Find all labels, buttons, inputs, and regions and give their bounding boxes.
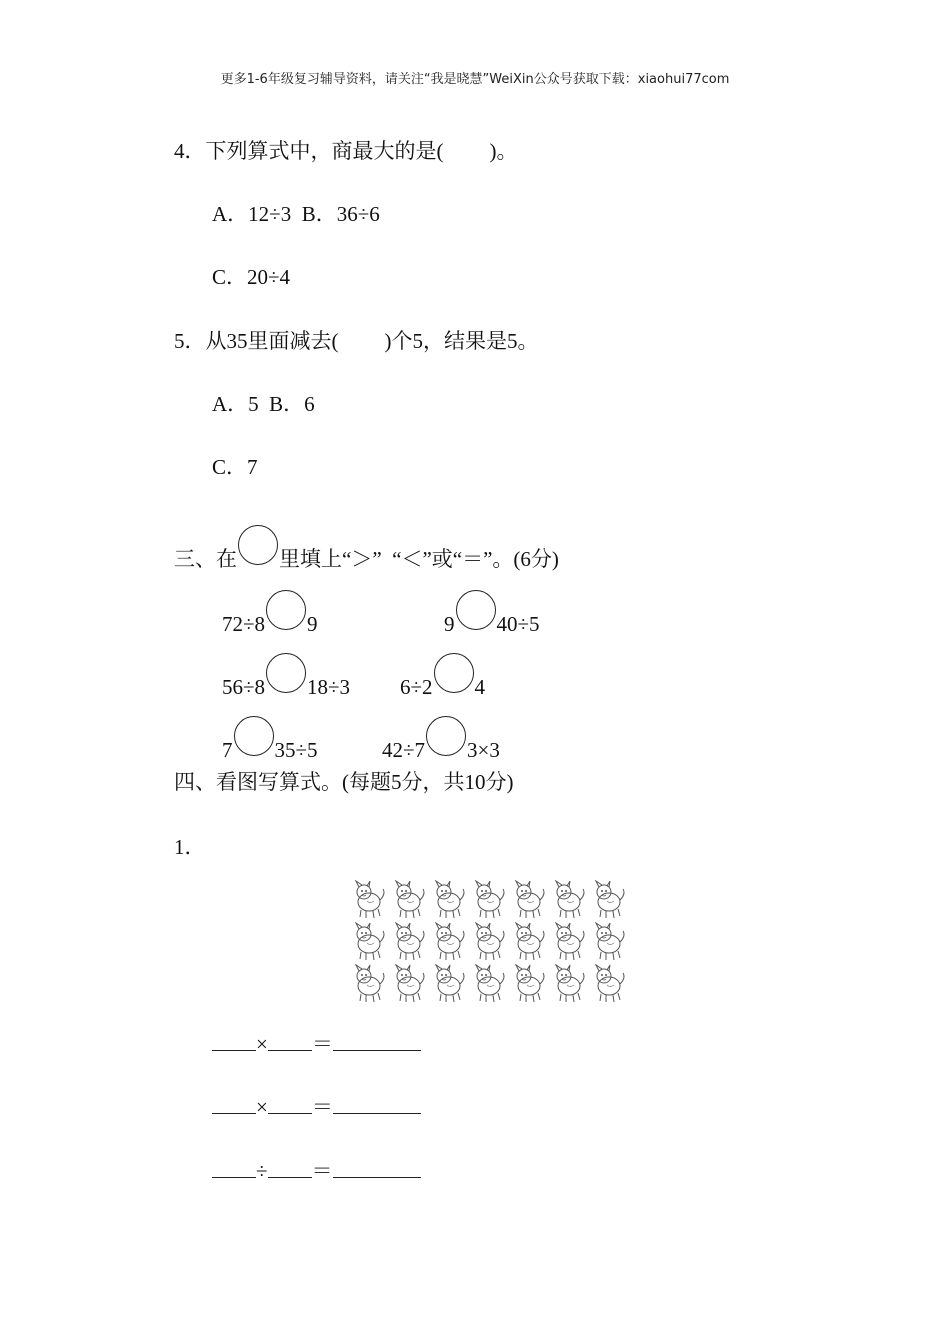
- compare-right: 35÷5: [274, 738, 318, 762]
- q5-stem-post: )个5，结果是5。: [384, 329, 539, 353]
- compare-item: [222, 590, 318, 637]
- section3-title-pre: 三、在: [174, 547, 237, 571]
- cartoon-animal-icon: [592, 922, 628, 962]
- answer-blank[interactable]: [268, 1032, 312, 1051]
- compare-right: 3×3: [467, 738, 500, 762]
- cartoon-animal-icon: [352, 922, 388, 962]
- answer-blank[interactable]: [333, 1095, 421, 1114]
- compare-left: 9: [444, 612, 455, 636]
- cartoon-animal-icon: [472, 880, 508, 920]
- cartoon-animal-icon: [472, 964, 508, 1004]
- q5-options-ab: A．5 B．6: [212, 392, 315, 416]
- cartoon-animal-icon: [512, 922, 548, 962]
- section4-title: 四、看图写算式。(每题5分，共10分): [174, 770, 514, 794]
- cartoon-animal-icon: [432, 922, 468, 962]
- page-header-notice: 更多1-6年级复习辅导资料，请关注“我是晓慧”WeiXin公众号获取下载：xiaohui77com: [220, 72, 730, 87]
- equation-row: [212, 1094, 421, 1120]
- answer-circle[interactable]: [456, 590, 496, 630]
- compare-left: 7: [222, 738, 233, 762]
- q4-option-c: C．20÷4: [212, 265, 291, 289]
- compare-left: 42÷7: [382, 738, 426, 762]
- compare-left: 56÷8: [222, 675, 266, 699]
- answer-circle[interactable]: [266, 590, 306, 630]
- cartoon-animal-icon: [392, 922, 428, 962]
- compare-left: 72÷8: [222, 612, 266, 636]
- section3-title-post: 里填上“＞” “＜”或“＝”。(6分): [279, 547, 559, 571]
- equation-operator: ×: [256, 1032, 268, 1056]
- cartoon-animal-icon: [352, 964, 388, 1004]
- q4-stem-post: )。: [489, 139, 518, 163]
- cartoon-animal-icon: [552, 922, 588, 962]
- compare-item: [444, 590, 540, 637]
- answer-blank[interactable]: [212, 1159, 256, 1178]
- animal-picture-grid: [352, 880, 630, 1006]
- equation-row: [212, 1031, 421, 1057]
- section3-title: [174, 525, 559, 572]
- equation-operator: ÷: [256, 1159, 268, 1183]
- equation-equals: ＝: [311, 1095, 333, 1119]
- compare-item: [382, 716, 500, 763]
- q5-option-c: C．7: [212, 455, 258, 479]
- cartoon-animal-icon: [552, 880, 588, 920]
- answer-blank[interactable]: [212, 1032, 256, 1051]
- cartoon-animal-icon: [432, 964, 468, 1004]
- section4-q1-label: 1．: [174, 835, 206, 859]
- answer-blank[interactable]: [333, 1159, 421, 1178]
- answer-circle[interactable]: [238, 525, 278, 565]
- cartoon-animal-icon: [592, 964, 628, 1004]
- answer-blank[interactable]: [268, 1095, 312, 1114]
- compare-item: [222, 653, 350, 700]
- answer-blank[interactable]: [212, 1095, 256, 1114]
- equation-equals: ＝: [311, 1032, 333, 1056]
- cartoon-animal-icon: [592, 880, 628, 920]
- cartoon-animal-icon: [512, 964, 548, 1004]
- compare-right: 4: [474, 675, 486, 699]
- q5-stem: [174, 328, 539, 354]
- cartoon-animal-icon: [552, 964, 588, 1004]
- answer-circle[interactable]: [434, 653, 474, 693]
- cartoon-animal-icon: [472, 922, 508, 962]
- compare-item: [400, 653, 485, 700]
- answer-blank[interactable]: [268, 1159, 312, 1178]
- answer-circle[interactable]: [266, 653, 306, 693]
- compare-right: 9: [307, 612, 318, 636]
- q4-options-ab: A．12÷3 B．36÷6: [212, 202, 380, 226]
- equation-row: [212, 1158, 421, 1184]
- compare-item: [222, 716, 318, 763]
- cartoon-animal-icon: [512, 880, 548, 920]
- answer-blank[interactable]: [333, 1032, 421, 1051]
- compare-left: 6÷2: [400, 675, 433, 699]
- answer-circle[interactable]: [234, 716, 274, 756]
- compare-right: 40÷5: [496, 612, 540, 636]
- q4-stem-pre: 4．下列算式中，商最大的是(: [174, 139, 444, 163]
- q5-stem-pre: 5．从35里面减去(: [174, 329, 339, 353]
- q4-stem: [174, 138, 518, 164]
- cartoon-animal-icon: [432, 880, 468, 920]
- cartoon-animal-icon: [392, 880, 428, 920]
- cartoon-animal-icon: [352, 880, 388, 920]
- compare-right: 18÷3: [307, 675, 351, 699]
- answer-circle[interactable]: [426, 716, 466, 756]
- equation-operator: ×: [256, 1095, 268, 1119]
- equation-equals: ＝: [311, 1159, 333, 1183]
- cartoon-animal-icon: [392, 964, 428, 1004]
